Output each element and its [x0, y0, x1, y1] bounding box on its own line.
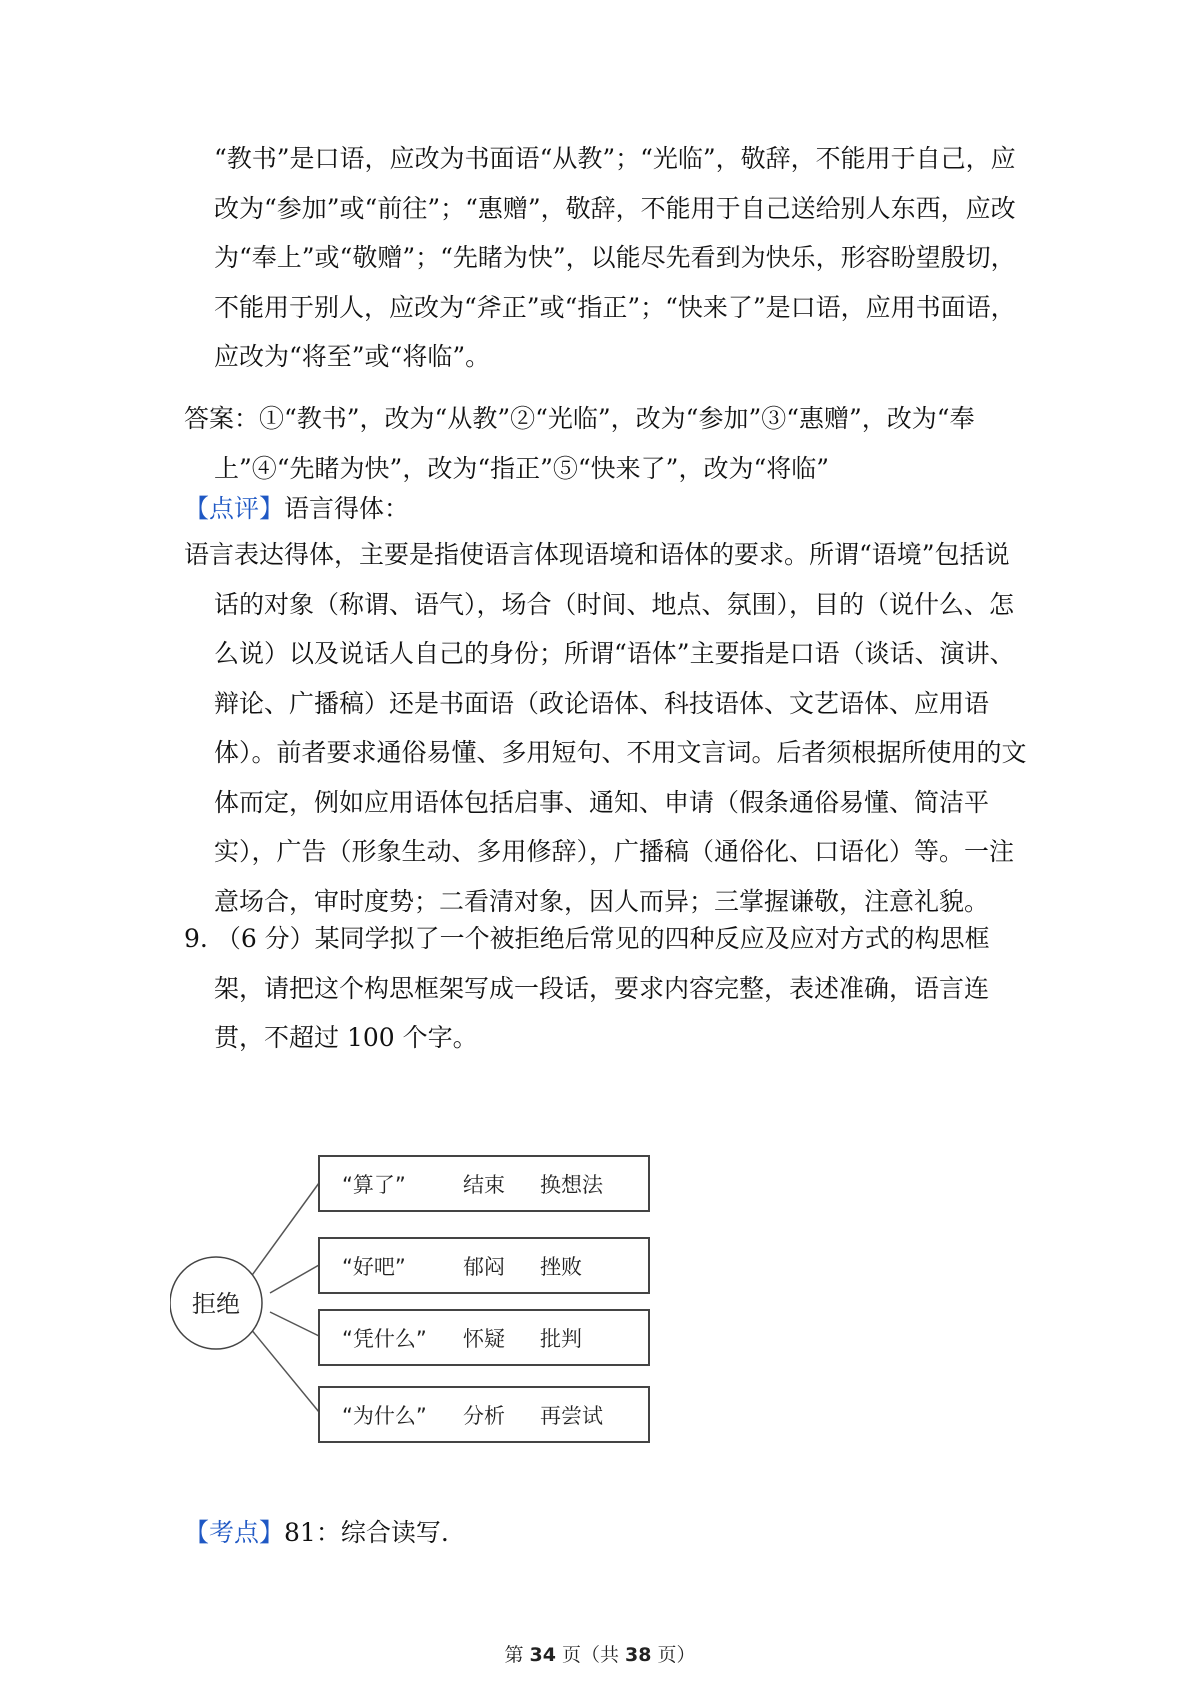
footer-suffix: 页） — [651, 1644, 696, 1666]
center-label: 拒绝 — [192, 1290, 240, 1318]
diagram-row — [319, 1387, 649, 1442]
keypoint-line — [184, 1508, 1034, 1558]
analysis-paragraph: “教书”是口语，应改为书面语“从教”；“光临”，敬辞，不能用于自己，应改为“参加”或“前往”；“惠赠”，敬辞，不能用于自己送给别人东西，应改为“奉上”或“敬赠”；“先睹为快”，以能尽先看到为快乐，形容盼望殷切，不能用于别人，应改为“斧正”或“指正”；“快来了”是口语，应用书面语，应改为“将至”或“将临”。 — [214, 144, 1016, 371]
footer-page-number: 34 — [529, 1644, 556, 1666]
review-heading — [184, 484, 1034, 534]
question-number: 9. — [184, 924, 208, 953]
keypoint-label: 【考点】 — [184, 1518, 285, 1547]
row-quote: “好吧” — [342, 1255, 406, 1279]
diagram-row — [319, 1156, 649, 1211]
footer-total-pages: 38 — [625, 1644, 652, 1666]
review-title: 语言得体： — [284, 494, 410, 523]
footer-prefix: 第 — [504, 1644, 530, 1666]
row-quote: “凭什么” — [342, 1327, 427, 1351]
review-body: 语言表达得体，主要是指使语言体现语境和语体的要求。所谓“语境”包括说话的对象（称谓、语气），场合（时间、地点、氛围），目的（说什么、怎么说）以及说话人自己的身份；所谓“语体”主要指是口语（谈话、演讲、辩论、广播稿）还是书面语（政论语体、科技语体、文艺语体、应用语体）。前者要求通俗易懂、多用短句、不用文言词。后者须根据所使用的文体而定，例如应用语体包括启事、通知、申请（假条通俗易懂、简洁平实），广告（形象生动、多用修辞），广播稿（通俗化、口语化）等。一注意场合，审时度势；二看清对象，因人而异；三掌握谦敬，注意礼貌。 — [184, 540, 1027, 916]
diagram-row — [319, 1238, 649, 1293]
row-quote: “算了” — [342, 1173, 406, 1197]
question-paragraph — [184, 914, 1034, 1063]
row-feeling: 分析 — [463, 1404, 505, 1428]
footer-middle: 页（共 — [555, 1644, 626, 1666]
row-feeling: 郁闷 — [463, 1255, 505, 1279]
row-feeling: 怀疑 — [463, 1327, 505, 1351]
diagram-row — [319, 1310, 649, 1365]
keypoint-text: 81：综合读写. — [284, 1518, 449, 1547]
row-action: 批判 — [540, 1327, 582, 1351]
review-label: 【点评】 — [184, 494, 285, 523]
row-action: 挫败 — [540, 1255, 582, 1279]
refusal-diagram — [170, 1150, 690, 1450]
question-text: （6 分）某同学拟了一个被拒绝后常见的四种反应及应对方式的构思框架，请把这个构思框架写成一段话，要求内容完整，表述准确，语言连贯，不超过 100 个字。 — [214, 924, 990, 1052]
row-action: 换想法 — [540, 1173, 603, 1197]
row-quote: “为什么” — [342, 1404, 427, 1428]
answer-paragraph: 答案：①“教书”，改为“从教”②“光临”，改为“参加”③“惠赠”，改为“奉上”④“先睹为快”，改为“指正”⑤“快来了”，改为“将临” — [184, 404, 975, 483]
row-action: 再尝试 — [540, 1404, 603, 1428]
page-footer — [0, 1640, 1200, 1667]
row-feeling: 结束 — [463, 1173, 505, 1197]
